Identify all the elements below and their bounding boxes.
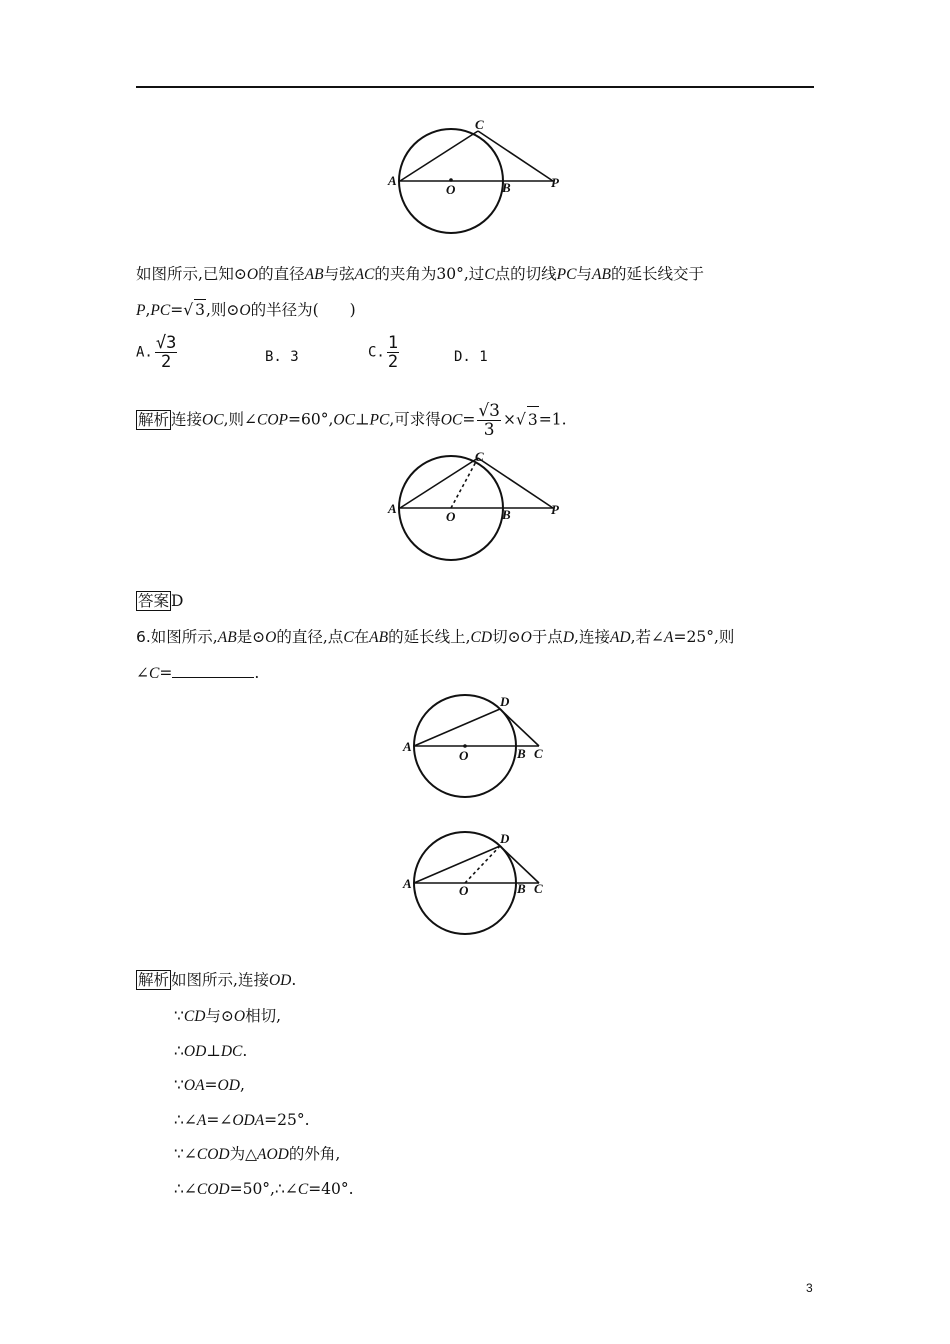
label-o: O (446, 182, 456, 197)
q6-step-1: ∵CD与⊙O相切, (174, 1007, 282, 1025)
header-rule (136, 86, 814, 88)
label-c: C (534, 746, 543, 761)
label-a: A (403, 876, 412, 891)
label-a: A (388, 501, 397, 516)
label-o: O (459, 883, 469, 898)
answer-blank (172, 663, 254, 678)
q6-step-6: ∴∠COD=50°,∴∠C=40°. (174, 1180, 354, 1198)
q5-answer: 答案 D (138, 592, 184, 610)
label-c: C (475, 449, 484, 464)
q6-analysis: 解析 如图所示,连接OD. (138, 971, 297, 989)
analysis-tag: 解析 (138, 410, 170, 429)
label-d: D (500, 831, 510, 846)
q6-stem-line2: ∠C= . (136, 664, 260, 682)
q6-step-2: ∴OD⊥DC. (174, 1042, 248, 1060)
q6-step-5: ∵∠COD为△AOD的外角, (174, 1145, 341, 1163)
label-c: C (534, 881, 543, 896)
q5-option-c: C. $\frac{1}{2}$ (368, 333, 399, 372)
label-o: O (446, 509, 456, 524)
label-p: P (551, 502, 559, 517)
label-c: C (475, 118, 484, 132)
page-number: 3 (806, 1281, 813, 1295)
label-d: D (500, 694, 510, 709)
label-b: B (502, 180, 511, 195)
answer-tag: 答案 (138, 592, 170, 610)
q5-figure-1 (384, 118, 574, 236)
q5-stem-line2: P,PC=√ 3,则⊙O的半径为( ) (136, 301, 356, 319)
q5-analysis: 解析 连接OC,则∠COP=60°,OC⊥PC,可求得OC= $\frac{√3}{3}$ ×√ 3=1. (138, 401, 567, 440)
label-b: B (502, 507, 511, 522)
label-a: A (403, 739, 412, 754)
q5-stem-line1: 如图所示,已知⊙O的直径AB与弦AC的夹角为30°,过C点的切线PC与AB的延长线交于 (136, 265, 704, 283)
q6-stem-line1: 6.如图所示,AB是⊙O的直径,点C在AB的延长线上,CD切⊙O于点D,连接AD,若∠A=25°,则 (136, 628, 735, 646)
label-b: B (517, 746, 526, 761)
analysis-tag: 解析 (138, 971, 170, 989)
q6-figure-1 (400, 690, 560, 802)
label-o: O (459, 748, 469, 763)
label-p: P (551, 175, 559, 190)
q6-step-4: ∴∠A=∠ODA=25°. (174, 1111, 310, 1129)
q6-figure-2 (400, 830, 560, 942)
q5-option-d: D. 1 (454, 349, 488, 365)
q6-step-3: ∵OA=OD, (174, 1076, 245, 1094)
q5-option-b: B. 3 (265, 349, 299, 365)
label-b: B (517, 881, 526, 896)
label-a: A (388, 173, 397, 188)
q5-option-a: A. $\frac{√3}{2}$ (136, 333, 177, 372)
q5-figure-2 (384, 446, 574, 564)
